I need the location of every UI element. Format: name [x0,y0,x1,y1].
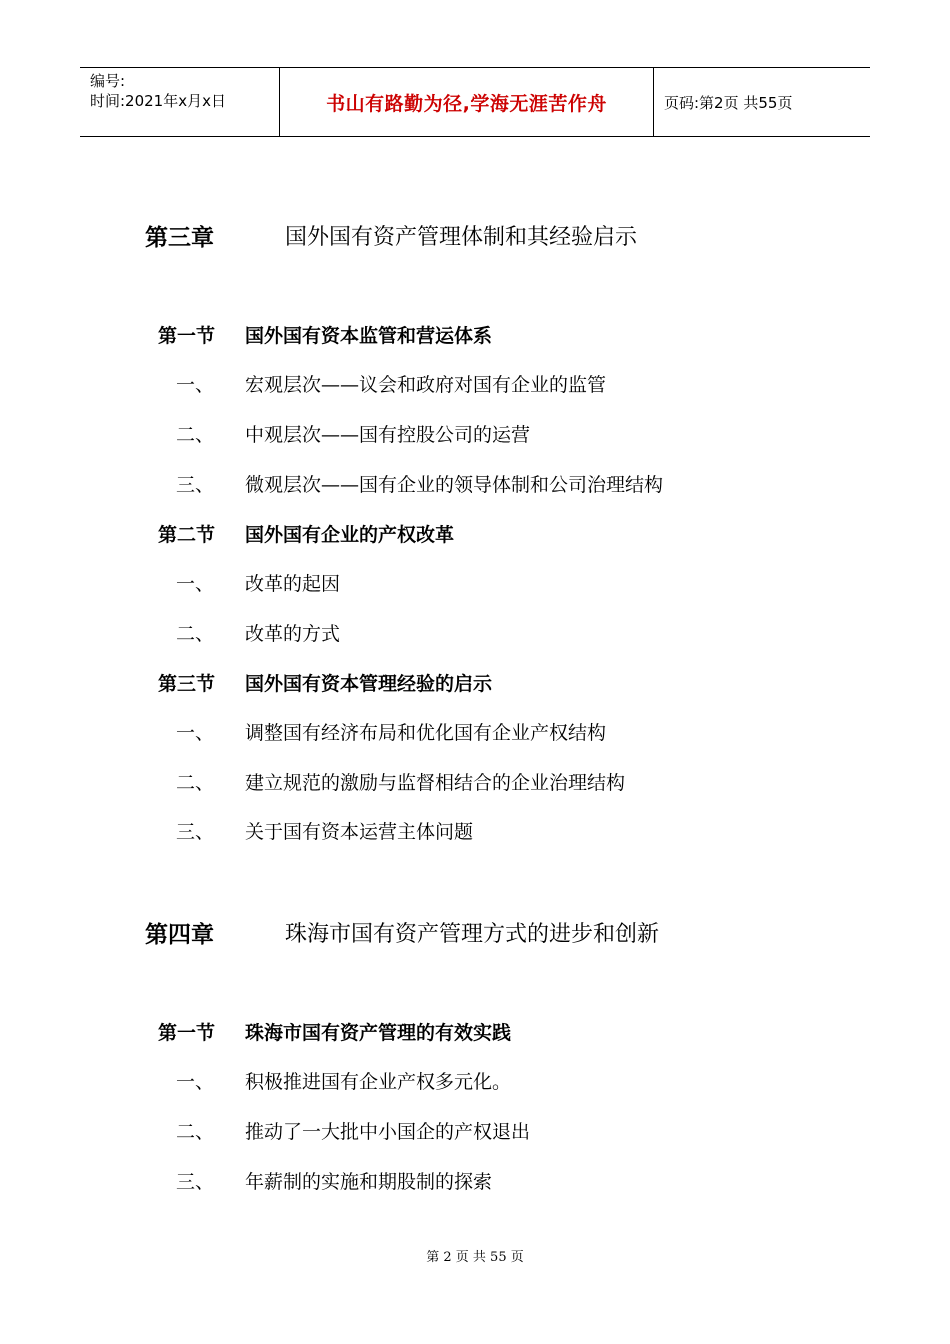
item-text: 中观层次——国有控股公司的运营 [245,423,531,446]
item-text: 调整国有经济布局和优化国有企业产权结构 [245,721,607,744]
section-number: 第二节 [158,523,216,546]
chapter-title: 珠海市国有资产管理方式的进步和创新 [285,921,660,947]
section-heading [158,1016,511,1046]
list-item [176,1165,492,1195]
item-number: 三、 [176,1170,215,1193]
item-number: 一、 [176,1070,215,1093]
section-title: 珠海市国有资产管理的有效实践 [245,1021,512,1044]
section-heading [158,518,454,548]
chapter-heading [145,217,637,253]
list-item [176,716,606,746]
page-footer: 第 2 页 共 55 页 [426,1250,524,1265]
document-time: 时间:2021年x月x日 [90,92,226,110]
item-number: 三、 [176,473,215,496]
item-number: 三、 [176,820,215,843]
chapter-number: 第三章 [145,224,214,251]
list-item [176,617,340,647]
item-number: 一、 [176,572,215,595]
list-item [176,567,340,597]
page-header [80,67,870,137]
section-number: 第三节 [158,672,216,695]
item-text: 积极推进国有企业产权多元化。 [245,1070,512,1093]
list-item [176,418,530,448]
section-title: 国外国有企业的产权改革 [245,523,455,546]
section-number: 第一节 [158,324,216,347]
list-item [176,815,473,845]
item-number: 二、 [176,1120,215,1143]
item-text: 微观层次——国有企业的领导体制和公司治理结构 [245,473,664,496]
section-heading [158,667,492,697]
item-number: 二、 [176,423,215,446]
section-number: 第一节 [158,1021,216,1044]
section-title: 国外国有资本管理经验的启示 [245,672,493,695]
item-number: 二、 [176,622,215,645]
list-item [176,1115,530,1145]
chapter-number: 第四章 [145,921,214,948]
chapter-heading [145,914,659,950]
item-text: 推动了一大批中小国企的产权退出 [245,1120,531,1143]
section-title: 国外国有资本监管和营运体系 [245,324,493,347]
header-page-info: 页码:第2页 共55页 [664,93,793,112]
list-item [176,1065,511,1095]
list-item [176,368,606,398]
list-item [176,468,663,498]
item-number: 一、 [176,721,215,744]
list-item [176,766,625,796]
document-number-label: 编号: [90,72,126,90]
header-motto: 书山有路勤为径,学海无涯苦作舟 [280,68,654,136]
item-number: 一、 [176,373,215,396]
item-number: 二、 [176,771,215,794]
section-heading [158,319,492,349]
item-text: 改革的方式 [245,622,341,645]
item-text: 年薪制的实施和期股制的探索 [245,1170,493,1193]
item-text: 宏观层次——议会和政府对国有企业的监管 [245,373,607,396]
item-text: 建立规范的激励与监督相结合的企业治理结构 [245,771,626,794]
item-text: 关于国有资本运营主体问题 [245,820,474,843]
chapter-title: 国外国有资产管理体制和其经验启示 [285,224,638,250]
item-text: 改革的起因 [245,572,341,595]
header-meta [80,68,280,136]
